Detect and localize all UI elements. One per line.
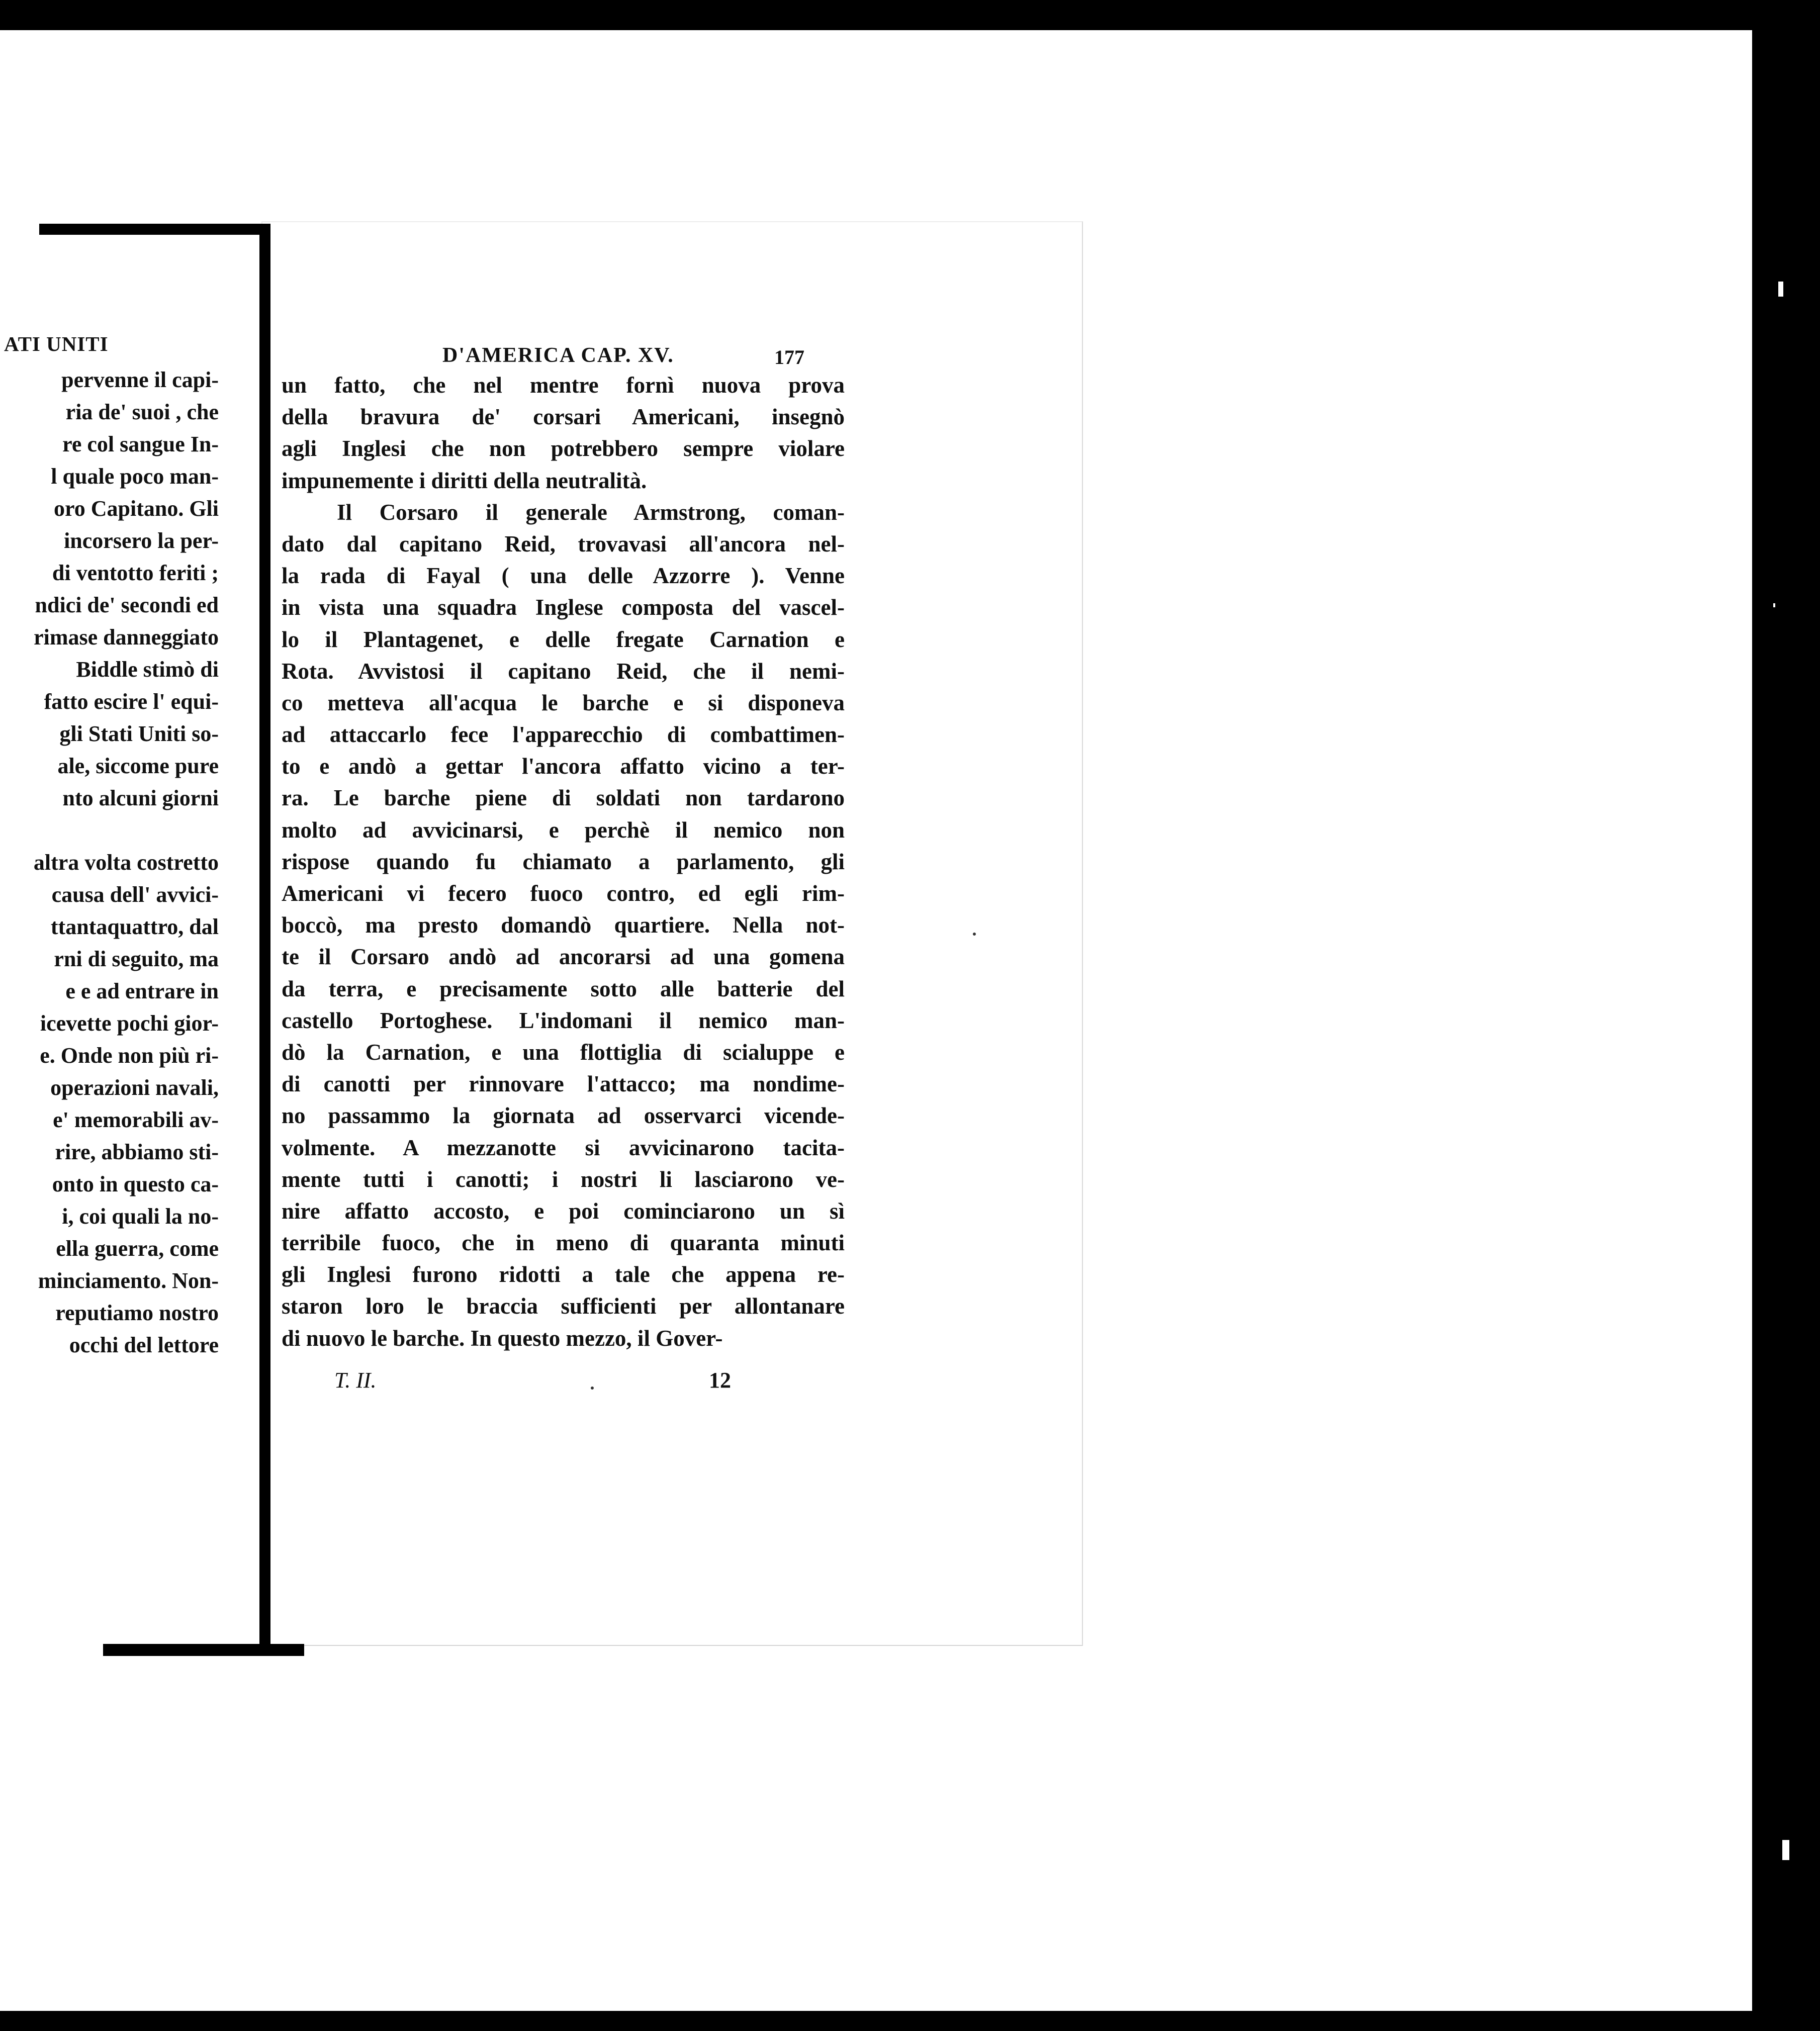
text-line: e' memorabili av- <box>53 1107 219 1132</box>
text-line: ella guerra, come <box>56 1236 219 1261</box>
text-line: onto in questo ca- <box>52 1172 219 1196</box>
text-line: in vista una squadra Inglese composta del vascel- <box>282 595 845 620</box>
text-line: ra. Le barche piene di soldati non tardarono <box>282 785 845 811</box>
scan-speck <box>591 1387 594 1390</box>
text-line: no passammo la giornata ad osservarci vicende- <box>282 1103 845 1129</box>
text-line: e. Onde non più ri- <box>40 1043 219 1068</box>
text-line: dò la Carnation, e una flottiglia di scialuppe e <box>282 1039 845 1065</box>
page-number: 177 <box>774 346 804 368</box>
scan-speck <box>973 933 976 936</box>
right-page-header <box>442 343 804 374</box>
text-line: to e andò a gettar l'ancora affatto vicino a ter- <box>282 754 845 779</box>
text-line: ale, siccome pure <box>57 754 219 778</box>
text-line: incorsero la per- <box>64 528 219 553</box>
text-line: Americani vi fecero fuoco contro, ed egli rim- <box>282 881 845 906</box>
text-line: altra volta costretto <box>33 850 219 875</box>
text-line: rire, abbiamo sti- <box>55 1140 219 1164</box>
text-line: i, coi quali la no- <box>62 1204 219 1229</box>
text-line: operazioni navali, <box>50 1075 219 1100</box>
text-line: nire affatto accosto, e poi cominciarono un sì <box>282 1198 845 1224</box>
text-line: un fatto, che nel mentre fornì nuova prova <box>282 373 845 398</box>
text-line: staron loro le braccia sufficienti per allontanare <box>282 1294 845 1319</box>
text-line: boccò, ma presto domandò quartiere. Nella not- <box>282 912 845 938</box>
text-line: lo il Plantagenet, e delle fregate Carnation e <box>282 626 845 652</box>
text-line: Biddle stimò di <box>76 657 219 682</box>
gathering-number: 12 <box>709 1368 731 1393</box>
running-head: D'AMERICA CAP. XV. <box>442 344 674 367</box>
left-page-top-rule <box>39 224 270 235</box>
left-page-edge-rule <box>259 226 270 1651</box>
text-line: agli Inglesi che non potrebbero sempre violare <box>282 436 845 461</box>
text-line: reputiamo nostro <box>55 1301 219 1325</box>
text-line: fatto escire l' equi- <box>44 689 219 714</box>
text-line: rimase danneggiato <box>34 625 219 650</box>
text-line: gli Inglesi furono ridotti a tale che appena re- <box>282 1262 845 1287</box>
text-line: la rada di Fayal ( una delle Azzorre ). Venne <box>282 563 845 589</box>
text-line: Rota. Avvistosi il capitano Reid, che il nemi- <box>282 658 845 684</box>
text-line: pervenne il capi- <box>61 367 219 392</box>
text-line: impunemente i diritti della neutralità. <box>282 468 647 493</box>
text-line: mente tutti i canotti; i nostri li lasciarono ve- <box>282 1166 845 1192</box>
text-line: ria de' suoi , che <box>65 400 219 424</box>
text-line: gli Stati Uniti so- <box>59 721 219 746</box>
text-line: occhi del lettore <box>69 1333 219 1357</box>
left-running-head: ATI UNITI <box>4 332 109 355</box>
text-line: della bravura de' corsari Americani, insegnò <box>282 404 845 430</box>
text-line: molto ad avvicinarsi, e perchè il nemico non <box>282 817 845 843</box>
text-line: ad attaccarlo fece l'apparecchio di combattimen- <box>282 722 845 748</box>
text-line: te il Corsaro andò ad ancorarsi ad una gomena <box>282 944 845 970</box>
text-line: ttantaquattro, dal <box>50 914 219 939</box>
signature-mark: T. II. <box>334 1368 377 1393</box>
text-line: causa dell' avvici- <box>51 882 219 907</box>
text-line: dato dal capitano Reid, trovavasi all'ancora nel- <box>282 531 845 557</box>
text-line: e e ad entrare in <box>65 979 219 1003</box>
text-line: terribile fuoco, che in meno di quaranta minuti <box>282 1230 845 1256</box>
text-line: l quale poco man- <box>51 464 219 489</box>
text-line: di ventotto feriti ; <box>52 561 219 585</box>
right-page-footer <box>334 1367 737 1398</box>
film-edge <box>1767 0 1820 2031</box>
text-line: minciamento. Non- <box>38 1268 219 1293</box>
text-line: di nuovo le barche. In questo mezzo, il Gover- <box>282 1325 723 1351</box>
text-line: oro Capitano. Gli <box>53 496 219 521</box>
text-line: icevette pochi gior- <box>40 1011 219 1036</box>
text-line: di canotti per rinnovare l'attacco; ma nondime- <box>282 1071 845 1097</box>
text-line: volmente. A mezzanotte si avvicinarono tacita- <box>282 1135 845 1160</box>
text-line: nto alcuni giorni <box>62 786 219 810</box>
text-line: rni di seguito, ma <box>54 947 219 971</box>
text-line: co metteva all'acqua le barche e si disponeva <box>282 690 845 715</box>
text-line: re col sangue In- <box>62 432 219 456</box>
text-line: Il Corsaro il generale Armstrong, coman- <box>337 499 845 525</box>
right-page-body <box>282 370 845 1354</box>
text-line: ndici de' secondi ed <box>35 593 219 617</box>
left-page-bottom-rule <box>103 1644 304 1656</box>
text-line: rispose quando fu chiamato a parlamento, gli <box>282 849 845 874</box>
text-line: castello Portoghese. L'indomani il nemico man- <box>282 1007 845 1033</box>
text-line: da terra, e precisamente sotto alle batterie del <box>282 976 845 1001</box>
